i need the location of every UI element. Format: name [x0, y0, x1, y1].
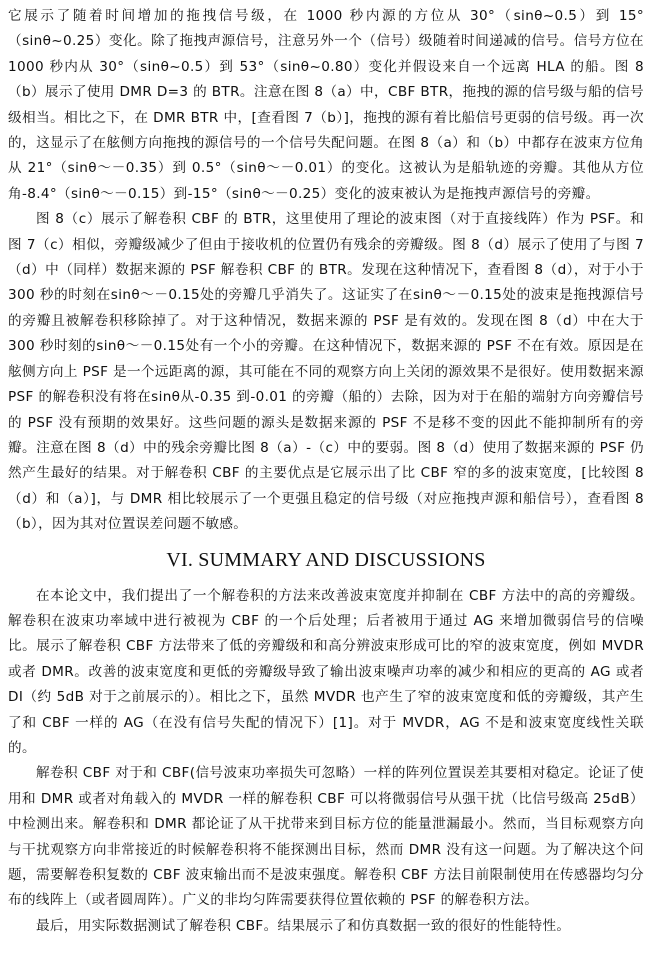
paragraph-summary-real-data: 最后，用实际数据测试了解卷积 CBF。结果展示了和仿真数据一致的很好的性能特性。	[36, 917, 571, 934]
paragraph-summary-robustness: 解卷积 CBF 对于和 CBF(信号波束功率损失可忽略）一样的阵列位置误差其要相对稳定。论证了使用和 DMR 或者对角载入的 MVDR 一样的解卷积 CBF 可以将微弱信号从强干扰（比信号级高 25dB）中检测出来。解卷积和 DMR 都论证了从干扰带来到目标方位的能量泄漏最小。然而，当目标观察方向与干扰观察方向非常接近的时候解卷积将不能探测出目标，然而 DMR 没有这一问题。为了解决这个问题，需要解卷积复数的 CBF 波束输出而不是波束强度。解卷积 CBF 方法目前限制使用在传感器均匀分布的线阵上（或者圆周阵）。广义的非均匀阵需要获得位置依赖的 PSF 的解卷积方法。	[8, 765, 644, 909]
section-heading: VI. SUMMARY AND DISCUSSIONS	[166, 548, 486, 571]
paragraph-summary-method: 在本论文中，我们提出了一个解卷积的方法来改善波束宽度并抑制在 CBF 方法中的高的旁瓣级。解卷积在波束功率域中进行被视为 CBF 的一个后处理；后者被用于通过 AG 来增加微弱信号的信噪比。展示了解卷积 CBF 方法带来了低的旁瓣级和和高分辨波束形成可比的窄的波束宽度，例如 MVDR 或者 DMR。改善的波束宽度和更低的旁瓣级导致了输出波束噪声功率的减少和相应的更高的 AG 或者 DI（约 5dB 对于之前展示的）。相比之下，虽然 MVDR 也产生了窄的波束宽度和低的旁瓣级，其产生了和 CBF 一样的 AG（在没有信号失配的情况下）[1]。对于 MVDR，AG 不是和波束宽度线性关联的。	[8, 587, 644, 756]
paragraph-fig8ab-discussion: 它展示了随着时间增加的拖拽信号级，在 1000 秒内源的方位从 30°（sinθ~0.5）到 15°（sinθ~0.25）变化。除了拖拽声源信号，注意另外一个（信号）级随着时间递减的信号。信号方位在 1000 秒内从 30°（sinθ~0.5）到 53°（sinθ~0.80）变化并假设来自一个远离 HLA 的船。图 8（b）展示了使用 DMR D=3 的 BTR。注意在图 8（a）中，CBF BTR，拖拽的源的信号级与船的信号级相当。相比之下，在 DMR BTR 中，[查看图 7（b）]，拖拽的源有着比船信号更弱的信号级。再一次的，这显示了在舷侧方向拖拽的源信号的一个信号失配问题。在图 8（a）和（b）中都存在波束方位角从 21°（sinθ～－0.35）到 0.5°（sinθ～－0.01）的变化。这被认为是船轨迹的旁瓣。其他从方位角-8.4°（sinθ～－0.15）到-15°（sinθ～－0.25）变化的波束被认为是拖拽声源信号的旁瓣。	[8, 8, 644, 202]
paragraph-fig8cd-discussion: 图 8（c）展示了解卷积 CBF 的 BTR，这里使用了理论的波束图（对于直接线阵）作为 PSF。和图 7（c）相似，旁瓣级减少了但由于接收机的位置仍有残余的旁瓣级。图 8（d）展示了使用了与图 7（d）中（同样）数据来源的 PSF 解卷积 CBF 的 BTR。发现在这种情况下，查看图 8（d），对于小于 300 秒的时刻在sinθ～－0.15处的旁瓣几乎消失了。这证实了在sinθ～－0.15处的波束是拖拽源信号的旁瓣且被解卷积移除掉了。对于这种情况，数据来源的 PSF 是有效的。发现在图 8（d）中在大于 300 秒时刻的sinθ～－0.15处有一个小的旁瓣。在这种情况下，数据来源的 PSF 不在有效。原因是在舷侧方向上 PSF 是一个远距离的源，其可能在不同的观察方向上关闭的源效果不是很好。使用数据来源 PSF 的解卷积没有将在sinθ从-0.35 到-0.01 的旁瓣（船的）去除，因为对于在船的端射方向旁瓣信号的 PSF 没有预期的效果好。这些问题的源头是数据来源的 PSF 不是移不变的因此不能抑制所有的旁瓣。注意在图 8（d）中的残余旁瓣比图 8（a）-（c）中的要弱。图 8（d）使用了数据来源的 PSF 仍然产生最好的结果。对于解卷积 CBF 的主要优点是它展示出了比 CBF 窄的多的波束宽度，[比较图 8（d）和（a）]，与 DMR 相比较展示了一个更强且稳定的信号级（对应拖拽声源和船信号），查看图 8（b），因为其对位置误差问题不敏感。	[8, 211, 644, 533]
document-page	[8, 4, 644, 957]
